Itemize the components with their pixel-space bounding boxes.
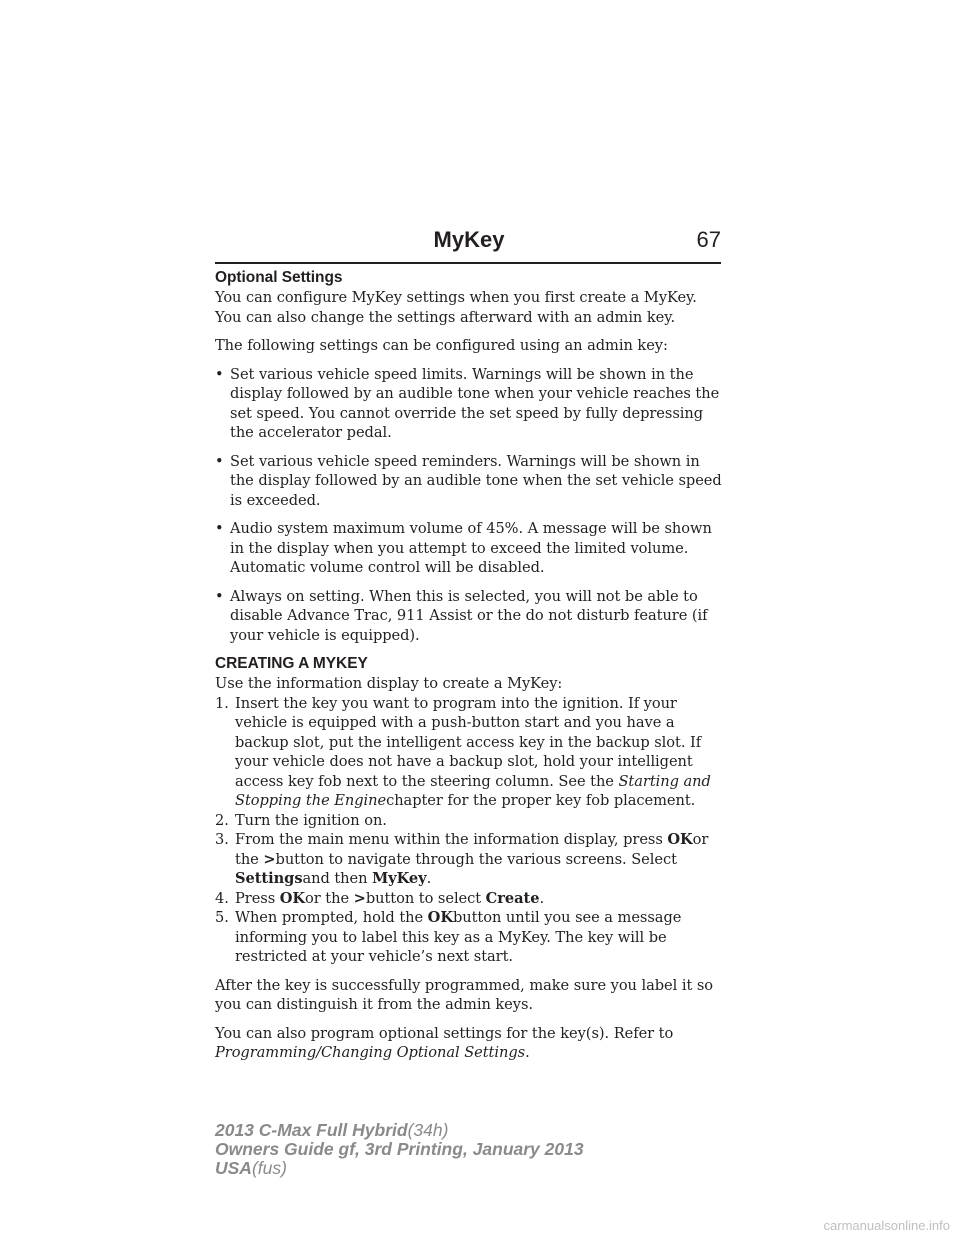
step-text: . xyxy=(426,870,432,887)
footer-model: 2013 C-Max Full Hybrid xyxy=(215,1120,408,1140)
footer-market: USA xyxy=(215,1158,252,1178)
page-header xyxy=(215,226,721,264)
step-number: 2. xyxy=(215,811,229,829)
ok-button-label: OK xyxy=(667,831,693,848)
optional-lead: The following settings can be configured using an admin key: xyxy=(215,337,668,354)
page-number: 67 xyxy=(696,227,721,252)
bullet-icon: • xyxy=(215,365,224,383)
step-number: 5. xyxy=(215,909,229,926)
step-number: 1. xyxy=(215,694,229,712)
list-item xyxy=(215,811,725,831)
watermark-text: carmanualsonline.info xyxy=(823,1218,950,1233)
footer-market-code: (fus) xyxy=(251,1158,287,1178)
step-text: Insert the key you want to program into the ignition. If your vehicle is equipped with a push-button start and you have a backup slot, put the intelligent access key in the backup slot. If your vehicle does not have a backup slot, hold your intelligent access key fob next to the steering column. See the xyxy=(235,694,702,790)
list-item xyxy=(215,587,725,646)
step-text: Turn the ignition on. xyxy=(235,811,387,829)
list-item xyxy=(215,452,725,511)
step-text: When prompted, hold the xyxy=(235,909,428,926)
chapter-title: MyKey xyxy=(433,227,505,252)
bullet-icon: • xyxy=(215,452,224,470)
settings-menu-label: Settings xyxy=(235,870,303,887)
step-text: button until you see a message informing you to label this key as a MyKey. The key will be restricted at your vehicle’s next start. xyxy=(235,909,682,965)
footer-line-2: Owners Guide gf, 3rd Printing, January 2013 xyxy=(215,1139,584,1159)
program-tail: . xyxy=(525,1044,530,1061)
optional-intro-line-2: You can also change the settings afterward with an admin key. xyxy=(215,308,676,326)
chapter-reference: Starting and Stopping the Engine xyxy=(235,772,711,809)
footer-line-1 xyxy=(215,1121,584,1140)
creating-steps-list xyxy=(215,694,725,967)
page-content xyxy=(215,268,725,1063)
footer-line-3 xyxy=(215,1159,584,1178)
step-text: button to select xyxy=(365,889,486,907)
step-number: 4. xyxy=(215,889,229,907)
list-item-text: Audio system maximum volume of 45%. A message will be shown in the display when you attempt to exceed the limited volume. Automatic volume control will be disabled. xyxy=(230,520,712,576)
step-text: chapter for the proper key fob placement. xyxy=(386,792,696,809)
list-item xyxy=(215,365,725,443)
footer-model-code: (34h) xyxy=(407,1120,449,1140)
list-item-text: Set various vehicle speed limits. Warnings will be shown in the display followed by an audible tone when your vehicle reaches the set speed. You cannot override the set speed by fully depressing the accelerator pedal. xyxy=(230,365,720,441)
optional-settings-list xyxy=(215,365,725,646)
list-item-text: Set various vehicle speed reminders. Warnings will be shown in the display followed by an audible tone when the set vehicle speed is exceeded. xyxy=(230,452,722,509)
section-reference: Programming/Changing Optional Settings xyxy=(215,1044,526,1061)
arrow-button-label: > xyxy=(263,850,276,868)
step-text: and then xyxy=(302,870,373,887)
optional-intro-line-1: You can configure MyKey settings when you first create a MyKey. xyxy=(215,289,697,306)
list-item xyxy=(215,830,725,889)
list-item xyxy=(215,519,725,578)
step-text: or the xyxy=(305,889,354,907)
program-text: You can also program optional settings for the key(s). Refer to xyxy=(215,1024,674,1042)
list-item xyxy=(215,694,725,811)
step-text: From the main menu within the information display, press xyxy=(235,831,668,848)
page-footer xyxy=(215,1121,584,1178)
after-programming-text: After the key is successfully programmed, make sure you label it so you can distinguish it from the admin keys. xyxy=(215,976,714,1013)
step-text: Press xyxy=(235,889,280,907)
bullet-icon: • xyxy=(215,587,224,605)
bullet-icon: • xyxy=(215,520,224,537)
ok-button-label: OK xyxy=(279,889,306,907)
step-number: 3. xyxy=(215,831,229,848)
arrow-button-label: > xyxy=(353,889,366,907)
mykey-menu-label: MyKey xyxy=(372,870,427,887)
step-text: . xyxy=(539,889,545,907)
list-item xyxy=(215,889,725,909)
ok-button-label: OK xyxy=(427,909,453,926)
creating-mykey-heading: CREATING A MYKEY xyxy=(215,655,368,672)
optional-settings-heading: Optional Settings xyxy=(215,269,343,286)
list-item xyxy=(215,908,725,967)
step-text: or the xyxy=(235,831,709,868)
step-text: button to navigate through the various screens. Select xyxy=(275,850,677,868)
list-item-text: Always on setting. When this is selected, you will not be able to disable Advance Trac, 911 Assist or the do not disturb feature (if your vehicle is equipped). xyxy=(230,587,708,644)
creating-lead: Use the information display to create a MyKey: xyxy=(215,675,563,692)
create-menu-label: Create xyxy=(485,889,540,907)
program-optional-text xyxy=(215,1024,725,1063)
